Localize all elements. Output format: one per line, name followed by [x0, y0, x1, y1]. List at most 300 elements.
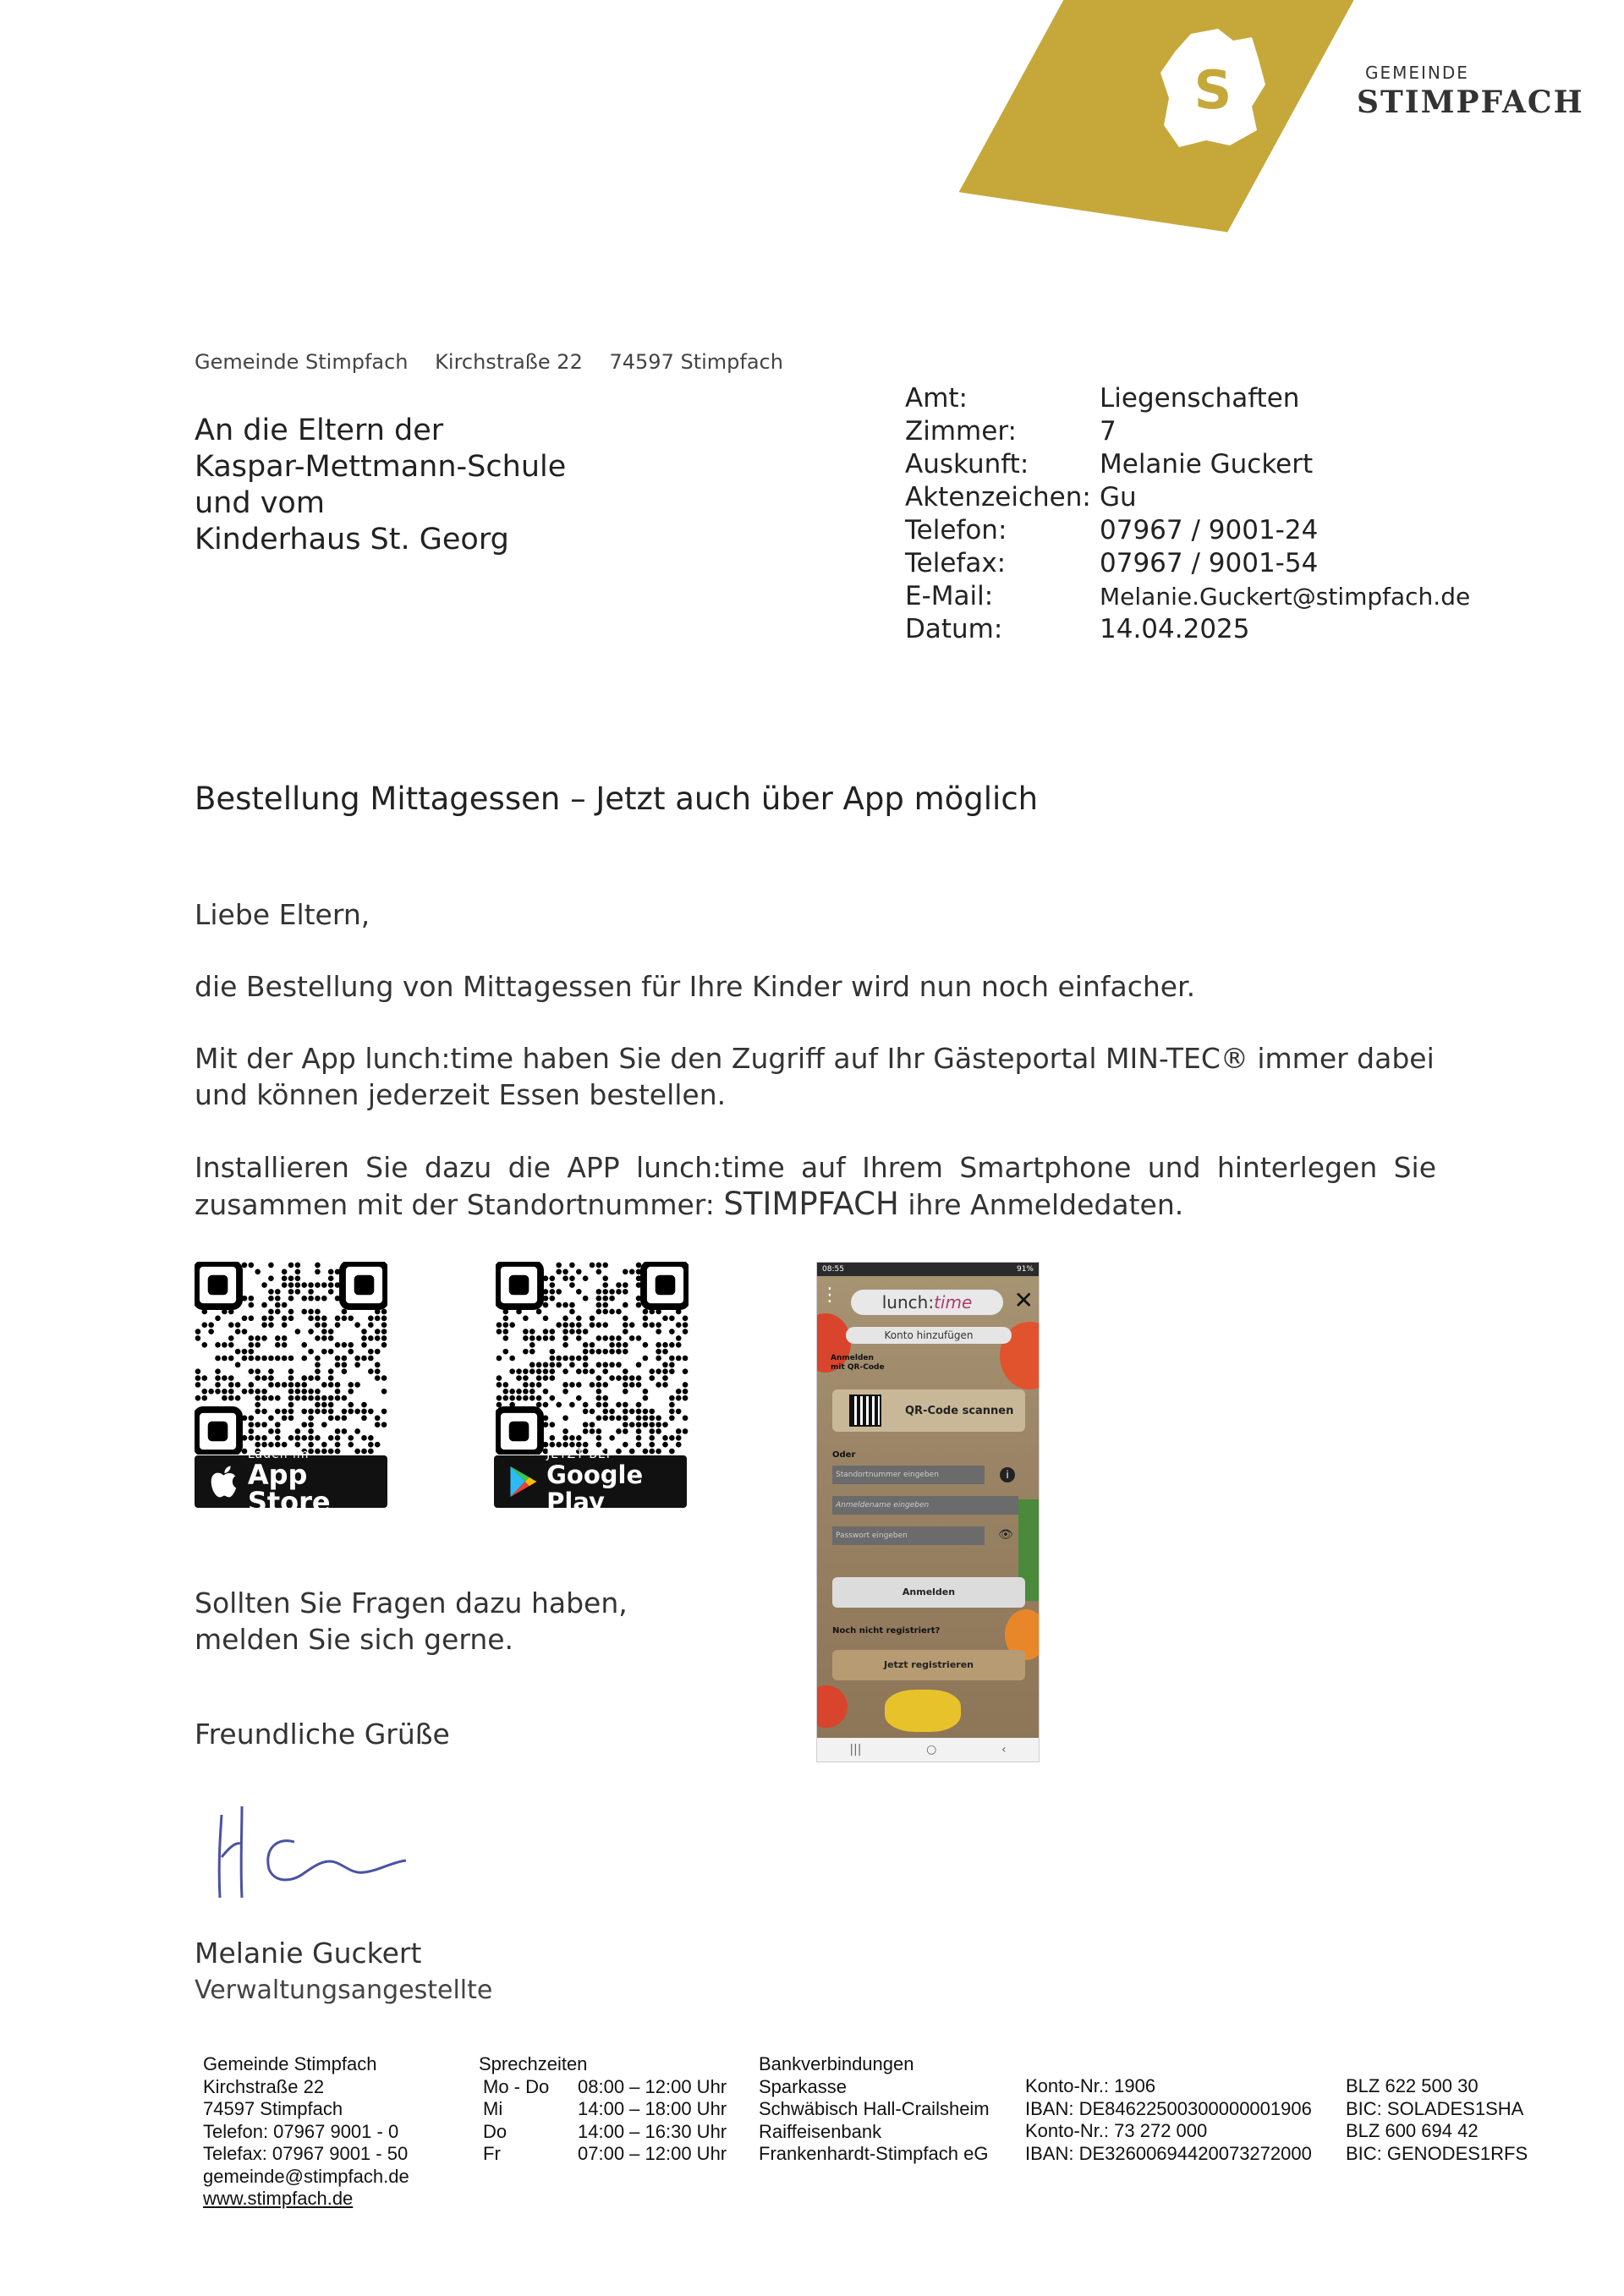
qr-dot [636, 1263, 642, 1269]
qr-dot [295, 1263, 301, 1269]
qr-dot [301, 1342, 307, 1348]
qr-dot [235, 1362, 241, 1368]
qr-dot [308, 1349, 314, 1355]
qr-dot [201, 1342, 207, 1348]
qr-dot [321, 1316, 327, 1322]
qr-dot [643, 1422, 649, 1427]
qr-dot [602, 1395, 608, 1401]
qr-dot [249, 1382, 255, 1388]
qr-dot [656, 1382, 661, 1388]
footer-codes [1346, 2075, 1528, 2165]
footer-line: Kirchstraße 22 [203, 2075, 325, 2097]
footer-accounts [1025, 2075, 1312, 2165]
footer-email[interactable]: gemeinde@stimpfach.de [203, 2165, 409, 2187]
qr-dot [562, 1269, 568, 1274]
qr-dot [643, 1322, 649, 1328]
qr-dot [255, 1422, 261, 1427]
phone-qr-button-label: QR-Code scannen [905, 1404, 1014, 1417]
qr-dot [315, 1395, 321, 1401]
qr-dot [516, 1375, 522, 1381]
qr-dot [242, 1263, 248, 1269]
qr-dot [255, 1395, 261, 1401]
qr-dot [301, 1435, 307, 1441]
qr-dot [282, 1409, 288, 1415]
info-value: 07967 / 9001-54 [1100, 548, 1319, 578]
qr-dot [656, 1342, 661, 1348]
qr-dot [590, 1349, 595, 1355]
qr-dot [616, 1362, 622, 1368]
qr-dot [550, 1349, 556, 1355]
qr-dot [562, 1435, 568, 1441]
qr-dot [649, 1422, 655, 1427]
qr-dot [649, 1375, 655, 1381]
qr-dot [381, 1342, 387, 1348]
qr-dot [623, 1375, 628, 1381]
sender-name: Gemeinde Stimpfach [195, 350, 409, 374]
qr-dot [523, 1382, 529, 1388]
qr-dot [301, 1395, 307, 1401]
qr-dot [550, 1422, 556, 1427]
qr-dot [282, 1382, 288, 1388]
qr-dot [616, 1375, 622, 1381]
qr-dot [301, 1356, 307, 1362]
appstore-badge[interactable] [195, 1448, 387, 1518]
qr-dot [228, 1342, 234, 1348]
footer-hours-day: Do [483, 2120, 508, 2142]
qr-dot [261, 1435, 267, 1441]
qr-dot [669, 1316, 675, 1322]
qr-dot [662, 1382, 668, 1388]
qr-dot [550, 1442, 556, 1448]
qr-dot [643, 1409, 649, 1415]
qr-dot [195, 1395, 201, 1401]
qr-dot [315, 1402, 321, 1408]
qr-dot [502, 1395, 508, 1401]
qr-dot [268, 1415, 274, 1421]
appstore-qr-code[interactable] [195, 1262, 387, 1455]
qr-dot [569, 1322, 575, 1328]
qr-dot [590, 1409, 595, 1415]
qr-dot [268, 1442, 274, 1448]
logo-letter: S [1193, 59, 1232, 121]
qr-dot [529, 1342, 535, 1348]
qr-dot [636, 1302, 642, 1308]
qr-dot [556, 1356, 562, 1362]
qr-dot [536, 1335, 542, 1341]
qr-dot [550, 1362, 556, 1368]
qr-dot [275, 1435, 281, 1441]
qr-dot [255, 1356, 261, 1362]
qr-dot [268, 1382, 274, 1388]
qr-dot [242, 1316, 248, 1322]
qr-dot [381, 1322, 387, 1328]
qr-dot [543, 1375, 549, 1381]
qr-dot [268, 1309, 274, 1315]
qr-dot [602, 1275, 608, 1281]
qr-dot [288, 1309, 294, 1315]
qr-dot [375, 1316, 381, 1322]
qr-dot [623, 1382, 628, 1388]
qr-dot [602, 1302, 608, 1308]
qr-dot [308, 1415, 314, 1421]
qr-dot [656, 1349, 661, 1355]
footer-hours-title: Sprechzeiten [479, 2053, 588, 2074]
footer-bank-title: Bankverbindungen [759, 2053, 914, 2074]
qr-dot [255, 1342, 261, 1348]
qr-dot [643, 1309, 649, 1315]
qr-dot [215, 1382, 221, 1388]
qr-dot [636, 1402, 642, 1408]
qr-dot [249, 1335, 255, 1341]
qr-dot [315, 1269, 321, 1274]
qr-dot [261, 1282, 267, 1288]
qr-dot [342, 1409, 348, 1415]
qr-dot [669, 1368, 675, 1374]
qr-dot [222, 1375, 228, 1381]
qr-dot [255, 1269, 261, 1274]
qr-dot [569, 1362, 575, 1368]
info-label: Amt: [905, 383, 968, 414]
qr-dot [656, 1356, 661, 1362]
phone-nav-back-icon: ‹ [1001, 1743, 1007, 1756]
qr-dot [683, 1329, 689, 1334]
qr-dot [523, 1395, 529, 1401]
qr-dot [249, 1296, 255, 1301]
qr-dot [676, 1322, 682, 1328]
qr-dot [629, 1422, 635, 1427]
qr-dot [497, 1329, 502, 1334]
footer-line: Telefax: 07967 9001 - 50 [203, 2143, 409, 2164]
footer-bank-name: Sparkasse [759, 2075, 847, 2097]
qr-dot [556, 1442, 562, 1448]
qr-finder-center [208, 1275, 228, 1296]
qr-dot [215, 1368, 221, 1374]
footer-line: 74597 Stimpfach [203, 2098, 343, 2119]
qr-dot [516, 1389, 522, 1395]
qr-dot [523, 1335, 529, 1341]
qr-dot [268, 1275, 274, 1281]
qr-dot [321, 1282, 327, 1288]
qr-dot [516, 1368, 522, 1374]
qr-dot [596, 1269, 602, 1274]
qr-dot [208, 1322, 214, 1328]
footer-hours-time: 08:00 – 12:00 Uhr [578, 2075, 727, 2097]
qr-dot [596, 1263, 602, 1269]
qr-dot [201, 1389, 207, 1395]
qr-dot [562, 1428, 568, 1434]
qr-dot [569, 1282, 575, 1288]
info-email[interactable]: Melanie.Guckert@stimpfach.de [1100, 583, 1471, 611]
qr-dot [295, 1389, 301, 1395]
qr-dot [261, 1335, 267, 1341]
sender-line [195, 350, 804, 374]
qr-dot [242, 1356, 248, 1362]
qr-dot [375, 1362, 381, 1368]
qr-dot [361, 1329, 367, 1334]
qr-dot [235, 1395, 241, 1401]
qr-dot [288, 1368, 294, 1374]
qr-dot [208, 1389, 214, 1395]
qr-dot [328, 1382, 334, 1388]
qr-dot [282, 1356, 288, 1362]
qr-dot [315, 1335, 321, 1341]
qr-dot [596, 1322, 602, 1328]
qr-dot [261, 1302, 267, 1308]
qr-dot [590, 1316, 595, 1322]
qr-dot [268, 1428, 274, 1434]
signature-name: Melanie Guckert [195, 1937, 422, 1970]
greeting: Liebe Eltern, [195, 898, 370, 931]
footer-website-link[interactable]: www.stimpfach.de [203, 2188, 354, 2209]
qr-dot [629, 1375, 635, 1381]
qr-dot [354, 1362, 360, 1368]
qr-dot [602, 1335, 608, 1341]
qr-dot [662, 1422, 668, 1427]
qr-dot [335, 1428, 341, 1434]
qr-dot [381, 1309, 387, 1315]
qr-dot [536, 1382, 542, 1388]
qr-dot [596, 1335, 602, 1341]
qr-dot [683, 1356, 689, 1362]
qr-dot [583, 1275, 589, 1281]
qr-dot [569, 1302, 575, 1308]
qr-dot [315, 1322, 321, 1328]
qr-dot [497, 1395, 502, 1401]
info-row [905, 382, 1470, 415]
qr-finder-center [208, 1422, 228, 1442]
qr-dot [275, 1409, 281, 1415]
qr-dot [368, 1435, 374, 1441]
qr-dot [676, 1442, 682, 1448]
qr-dot [529, 1395, 535, 1401]
phone-status-time: 08:55 [822, 1265, 844, 1274]
qr-dot [669, 1362, 675, 1368]
info-label: Telefon: [905, 515, 1007, 545]
qr-dot [676, 1389, 682, 1395]
qr-dot [636, 1382, 642, 1388]
qr-dot [195, 1375, 201, 1381]
recipient-line: und vom [195, 486, 325, 520]
qr-dot [342, 1368, 348, 1374]
qr-dot [643, 1342, 649, 1348]
qr-dot [509, 1322, 515, 1328]
googleplay-qr-code[interactable] [496, 1262, 689, 1455]
phone-qr-label-line: Anmelden [831, 1354, 874, 1362]
qr-dot [596, 1389, 602, 1395]
paragraph-2-line: Mit der App lunch:time haben Sie den Zugriff auf Ihr Gästeportal MIN-TEC® immer dabei [195, 1042, 1435, 1075]
qr-dot [361, 1342, 367, 1348]
logo-map-icon [1159, 25, 1269, 152]
qr-dot [282, 1302, 288, 1308]
qr-dot [649, 1322, 655, 1328]
qr-dot [288, 1402, 294, 1408]
qr-dot [576, 1356, 582, 1362]
closing-paragraph [195, 1585, 1436, 1658]
qr-dot [569, 1275, 575, 1281]
standort-number: STIMPFACH [723, 1186, 899, 1222]
footer-line: Gemeinde Stimpfach [203, 2053, 377, 2074]
phone-nav-recents-icon: ||| [849, 1743, 862, 1756]
qr-dot [596, 1402, 602, 1408]
qr-dot [609, 1335, 615, 1341]
qr-dot [368, 1368, 374, 1374]
logo-text-big: STIMPFACH [1357, 85, 1584, 120]
qr-dot [288, 1415, 294, 1421]
qr-dot [602, 1289, 608, 1295]
qr-dot [543, 1362, 549, 1368]
qr-dot [282, 1269, 288, 1274]
qr-dot [656, 1422, 661, 1427]
footer-hours-time: 14:00 – 18:00 Uhr [578, 2098, 727, 2119]
qr-dot [268, 1368, 274, 1374]
qr-dot [590, 1382, 595, 1388]
qr-dot [556, 1362, 562, 1368]
qr-dot [261, 1322, 267, 1328]
qr-dot [643, 1356, 649, 1362]
qr-dot [569, 1402, 575, 1408]
qr-dot [195, 1329, 201, 1334]
qr-dot [342, 1356, 348, 1362]
qr-dot [590, 1263, 595, 1269]
info-row [905, 547, 1470, 580]
qr-dot [602, 1263, 608, 1269]
qr-dot [368, 1356, 374, 1362]
qr-dot [683, 1428, 689, 1434]
qr-dot [275, 1382, 281, 1388]
qr-dot [308, 1329, 314, 1334]
qr-dot [676, 1335, 682, 1341]
qr-dot [268, 1263, 274, 1269]
qr-dot [602, 1296, 608, 1301]
qr-dot [602, 1282, 608, 1288]
qr-dot [497, 1375, 502, 1381]
qr-dot [354, 1356, 360, 1362]
info-row [905, 481, 1470, 514]
footer-address [203, 2053, 409, 2211]
qr-dot [375, 1349, 381, 1355]
qr-dot [543, 1302, 549, 1308]
footer-line: Telefon: 07967 9001 - 0 [203, 2120, 399, 2142]
qr-dot [354, 1382, 360, 1388]
qr-dot [295, 1395, 301, 1401]
qr-dot [288, 1382, 294, 1388]
qr-dot [288, 1356, 294, 1362]
qr-dot [228, 1389, 234, 1395]
qr-dot [609, 1309, 615, 1315]
qr-dot [228, 1322, 234, 1328]
qr-dot [576, 1269, 582, 1274]
qr-dot [609, 1415, 615, 1421]
qr-dot [596, 1362, 602, 1368]
qr-dot [583, 1329, 589, 1334]
googleplay-badge[interactable] [494, 1448, 687, 1516]
qr-dot [583, 1296, 589, 1301]
appstore-badge-sub: Laden im [247, 1448, 310, 1461]
qr-dot [301, 1282, 307, 1288]
qr-dot [348, 1389, 354, 1395]
qr-dot [348, 1382, 354, 1388]
qr-dot [282, 1442, 288, 1448]
qr-dot [596, 1349, 602, 1355]
qr-dot [242, 1389, 248, 1395]
qr-dot [321, 1329, 327, 1334]
qr-dot [321, 1296, 327, 1301]
qr-dot [550, 1335, 556, 1341]
phone-info-icon: i [1000, 1467, 1015, 1482]
phone-register-button: Jetzt registrieren [832, 1650, 1025, 1680]
qr-dot [536, 1362, 542, 1368]
info-value: Gu [1100, 482, 1137, 512]
paragraph-3 [195, 1149, 1436, 1223]
qr-dot [602, 1409, 608, 1415]
qr-dot [509, 1389, 515, 1395]
qr-dot [335, 1382, 341, 1388]
qr-dot [268, 1289, 274, 1295]
qr-dot [583, 1362, 589, 1368]
qr-dot [529, 1362, 535, 1368]
qr-dot [368, 1349, 374, 1355]
qr-dot [550, 1356, 556, 1362]
qr-finder-center [656, 1275, 676, 1296]
qr-dot [261, 1356, 267, 1362]
qr-dot [616, 1335, 622, 1341]
qr-dot [301, 1309, 307, 1315]
qr-dot [328, 1289, 334, 1295]
qr-dot [348, 1349, 354, 1355]
qr-dot [261, 1422, 267, 1427]
phone-app-title [851, 1290, 1003, 1315]
qr-dot [596, 1309, 602, 1315]
qr-dot [249, 1356, 255, 1362]
qr-dot [669, 1356, 675, 1362]
qr-dot [629, 1269, 635, 1274]
qr-dot [562, 1316, 568, 1322]
qr-dot [249, 1342, 255, 1348]
qr-dot [669, 1409, 675, 1415]
qr-dot [321, 1409, 327, 1415]
qr-dot [523, 1316, 529, 1322]
footer-account: IBAN: DE32600694420073272000 [1025, 2142, 1312, 2164]
qr-dot [623, 1269, 628, 1274]
paragraph-2 [195, 1040, 1436, 1113]
qr-dot [335, 1342, 341, 1348]
qr-dot [295, 1269, 301, 1274]
phone-nav-home-icon: ○ [926, 1743, 937, 1756]
qr-dot [342, 1362, 348, 1368]
qr-dot [502, 1382, 508, 1388]
qr-dot [502, 1389, 508, 1395]
qr-dot [616, 1282, 622, 1288]
qr-dot [308, 1435, 314, 1441]
phone-not-registered: Noch nicht registriert? [832, 1626, 941, 1636]
qr-dot [616, 1349, 622, 1355]
qr-dot [596, 1382, 602, 1388]
qr-dot [275, 1309, 281, 1315]
qr-dot [295, 1435, 301, 1441]
qr-dot [596, 1435, 602, 1441]
qr-dot [288, 1389, 294, 1395]
qr-dot [195, 1335, 201, 1341]
qr-dot [649, 1428, 655, 1434]
qr-dot [623, 1389, 628, 1395]
qr-dot [295, 1428, 301, 1434]
recipient-line: An die Eltern der [195, 414, 444, 447]
qr-dot [315, 1362, 321, 1368]
qr-dot [268, 1395, 274, 1401]
qr-dot [201, 1322, 207, 1328]
qr-pattern [496, 1262, 689, 1455]
qr-dot [562, 1356, 568, 1362]
